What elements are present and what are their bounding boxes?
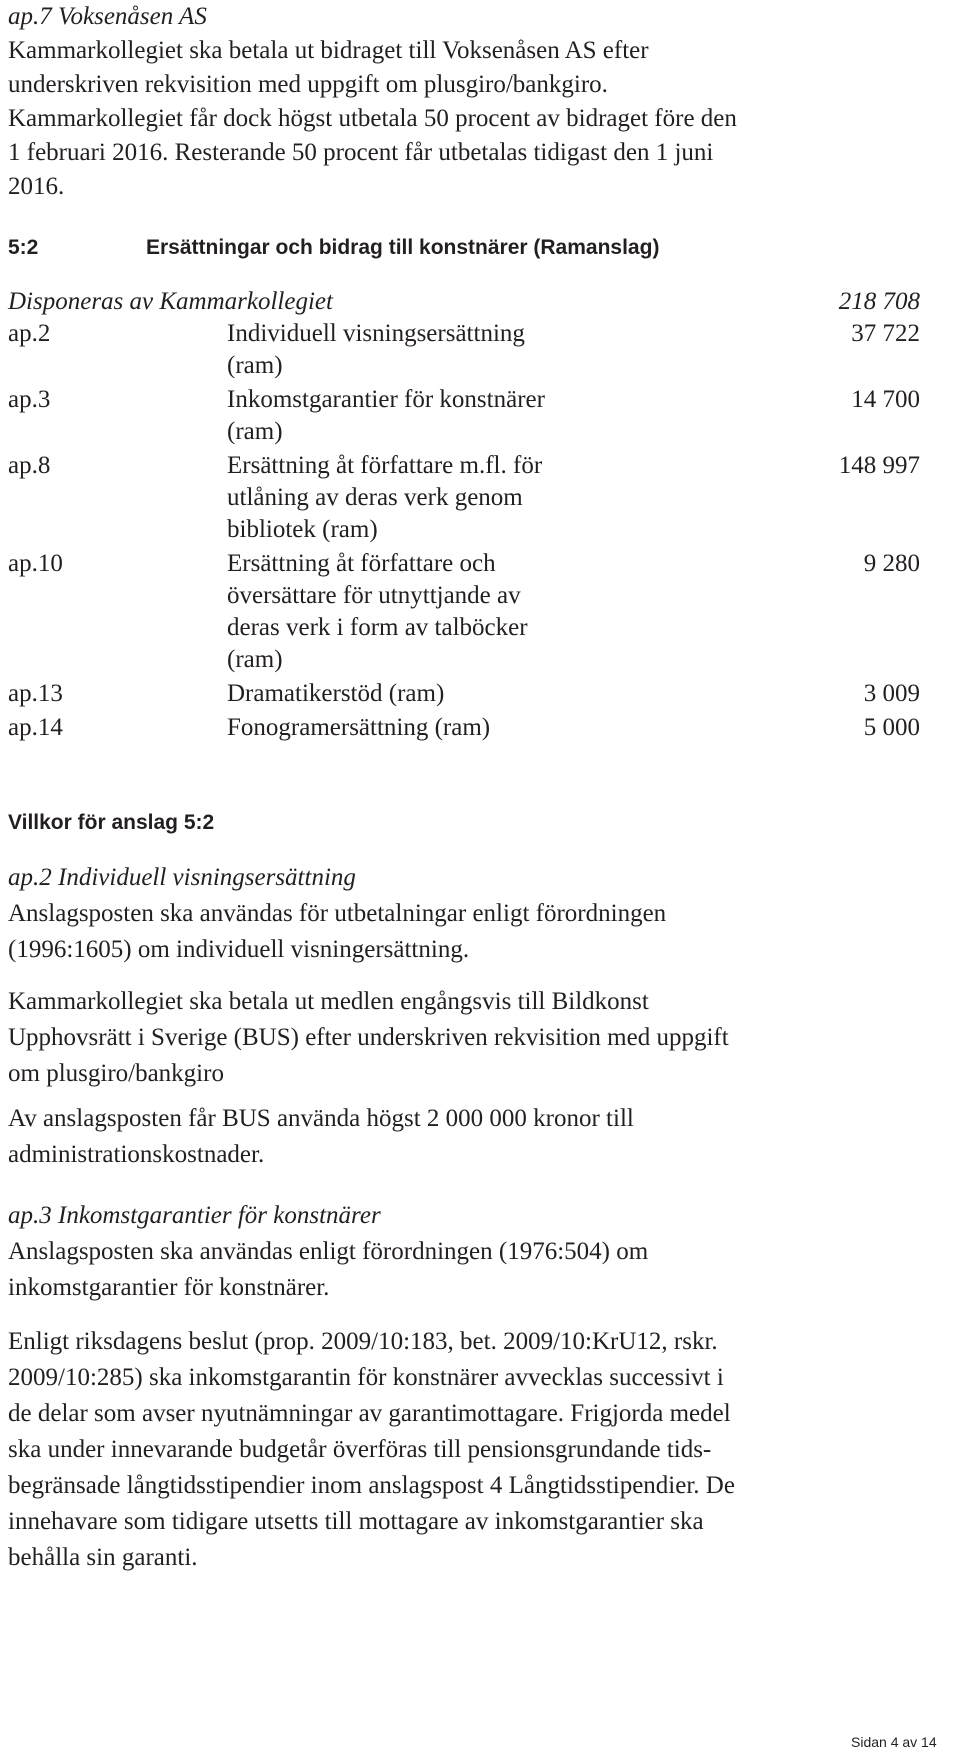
appropriation-posts-table	[8, 318, 920, 746]
post-row	[8, 450, 920, 548]
page-number: Sidan 4 av 14	[851, 1734, 937, 1750]
post-row	[8, 678, 920, 712]
text-line: Av anslagsposten får BUS använda högst 2 000 000 kronor till	[8, 1105, 634, 1132]
text-line: (1996:1605) om individuell visningersättning.	[8, 936, 470, 963]
post-label-line: Fonogramersättning (ram)	[227, 714, 491, 741]
post-amount: 37 722	[851, 320, 920, 347]
post-amount: 5 000	[863, 714, 920, 741]
ap3-heading: ap.3 Inkomstgarantier för konstnärer	[8, 1202, 381, 1229]
section-number: 5:2	[8, 236, 39, 259]
ap3-paragraph-1	[8, 1234, 913, 1306]
post-label-line: Inkomstgarantier för konstnärer	[227, 386, 545, 413]
text-line: ska under innevarande budgetår överföras till pensionsgrundande tids-	[8, 1436, 712, 1463]
post-label	[227, 318, 627, 384]
post-row	[8, 384, 920, 450]
post-label	[227, 678, 627, 712]
text-line: innehavare som tidigare utsetts till mottagare av inkomstgarantier ska	[8, 1508, 704, 1535]
post-label-line: Ersättning åt författare och	[227, 550, 496, 577]
disposer-label: Disponeras av Kammarkollegiet	[8, 288, 333, 315]
intro-heading: ap.7 Voksenåsen AS	[8, 3, 207, 30]
post-row	[8, 712, 920, 746]
post-id: ap.3	[8, 386, 51, 413]
ap2-heading: ap.2 Individuell visningsersättning	[8, 864, 356, 891]
post-label-line: (ram)	[227, 646, 283, 673]
text-line: begränsade långtidsstipendier inom anslagspost 4 Långtidsstipendier. De	[8, 1472, 735, 1499]
ap3-paragraph-2	[8, 1324, 913, 1576]
text-line: Upphovsrätt i Sverige (BUS) efter underskriven rekvisition med uppgift	[8, 1024, 729, 1051]
intro-line: underskriven rekvisition med uppgift om plusgiro/bankgiro.	[8, 71, 608, 98]
disposer-row	[8, 286, 920, 318]
intro-line: Kammarkollegiet ska betala ut bidraget till Voksenåsen AS efter	[8, 37, 649, 64]
post-label-line: deras verk i form av talböcker	[227, 614, 528, 641]
text-line: de delar som avser nyutnämningar av garantimottagare. Frigjorda medel	[8, 1400, 731, 1427]
intro-line: 2016.	[8, 173, 65, 200]
post-label-line: (ram)	[227, 352, 283, 379]
post-amount: 9 280	[863, 550, 920, 577]
post-label-line: utlåning av deras verk genom	[227, 484, 523, 511]
post-amount: 3 009	[863, 680, 920, 707]
post-label	[227, 384, 627, 450]
text-line: behålla sin garanti.	[8, 1544, 198, 1571]
post-id: ap.8	[8, 452, 51, 479]
post-id: ap.2	[8, 320, 51, 347]
text-line: 2009/10:285) ska inkomstgarantin för konstnärer avvecklas successivt i	[8, 1364, 724, 1391]
post-label-line: översättare för utnyttjande av	[227, 582, 521, 609]
post-amount: 148 997	[838, 452, 920, 479]
text-line: Enligt riksdagens beslut (prop. 2009/10:183, bet. 2009/10:KrU12, rskr.	[8, 1328, 718, 1355]
post-label-line: bibliotek (ram)	[227, 516, 378, 543]
posts-body	[8, 318, 920, 746]
post-id: ap.13	[8, 680, 63, 707]
post-label	[227, 450, 627, 548]
intro-block	[8, 0, 913, 204]
text-line: inkomstgarantier för konstnärer.	[8, 1274, 330, 1301]
post-label-line: (ram)	[227, 418, 283, 445]
post-row	[8, 548, 920, 678]
post-label-line: Dramatikerstöd (ram)	[227, 680, 445, 707]
post-id: ap.10	[8, 550, 63, 577]
ap2-paragraph-3	[8, 1101, 913, 1173]
conditions-ap3	[8, 1198, 913, 1306]
post-label	[227, 712, 627, 746]
text-line: Anslagsposten ska användas enligt förordningen (1976:504) om	[8, 1238, 649, 1265]
post-label-line: Ersättning åt författare m.fl. för	[227, 452, 543, 479]
intro-line: Kammarkollegiet får dock högst utbetala 50 procent av bidraget före den	[8, 105, 737, 132]
post-row	[8, 318, 920, 384]
text-line: administrationskostnader.	[8, 1141, 265, 1168]
text-line: Anslagsposten ska användas för utbetalningar enligt förordningen	[8, 900, 667, 927]
post-label	[227, 548, 627, 678]
ap2-paragraph-1	[8, 896, 913, 968]
post-label-line: Individuell visningsersättning	[227, 320, 525, 347]
post-amount: 14 700	[851, 386, 920, 413]
post-id: ap.14	[8, 714, 63, 741]
ap2-paragraph-2	[8, 984, 913, 1092]
section-title: Ersättningar och bidrag till konstnärer (Ramanslag)	[146, 236, 660, 259]
conditions-ap2	[8, 860, 913, 968]
text-line: om plusgiro/bankgiro	[8, 1060, 224, 1087]
text-line: Kammarkollegiet ska betala ut medlen engångsvis till Bildkonst	[8, 988, 649, 1015]
section-total: 218 708	[838, 288, 920, 315]
conditions-heading: Villkor för anslag 5:2	[8, 811, 215, 834]
intro-line: 1 februari 2016. Resterande 50 procent får utbetalas tidigast den 1 juni	[8, 139, 714, 166]
